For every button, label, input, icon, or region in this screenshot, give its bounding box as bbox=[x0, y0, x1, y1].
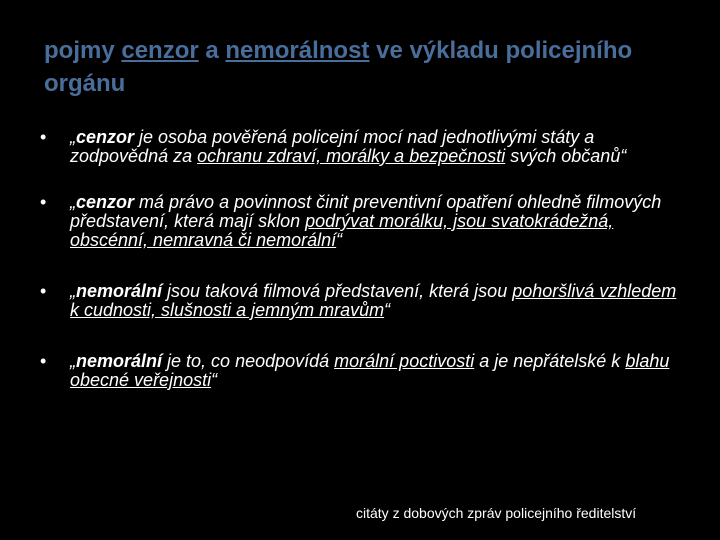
bullet-item bbox=[40, 352, 690, 390]
quote-open: „ bbox=[70, 281, 76, 301]
bullet-text: svých občanů“ bbox=[505, 146, 627, 166]
bullet-term: cenzor bbox=[76, 192, 135, 212]
bullet-text: “ bbox=[211, 370, 218, 390]
bullet-marker: • bbox=[40, 192, 47, 212]
title-term-nemoralnost: nemorálnost bbox=[225, 37, 370, 64]
bullet-text: “ bbox=[384, 300, 391, 320]
bullet-text: má právo a povinnost činit preventivní opatření ohledně filmových představení, která mají sklon bbox=[70, 192, 662, 231]
bullet-item bbox=[40, 128, 690, 166]
bullet-text: je to, co neodpovídá bbox=[162, 351, 335, 371]
slide-title bbox=[44, 34, 684, 100]
quote-open: „ bbox=[70, 127, 76, 147]
bullet-text: a je nepřátelské k bbox=[474, 351, 626, 371]
source-note: citáty z dobových zpráv policejního ředitelství bbox=[356, 505, 637, 521]
title-term-cenzor: cenzor bbox=[121, 37, 199, 64]
bullet-term: nemorální bbox=[76, 281, 163, 301]
bullet-term: cenzor bbox=[76, 127, 135, 147]
quote-open: „ bbox=[70, 192, 76, 212]
bullet-underlined-text: podrývat morálku, jsou svatokrádežná, obscénní, nemravná či nemorální bbox=[70, 211, 614, 250]
bullet-text: je osoba pověřená policejní mocí nad jednotlivými státy a zodpovědná za bbox=[70, 127, 595, 166]
title-text: ve výkladu policejního orgánu bbox=[44, 37, 633, 97]
bullet-term: nemorální bbox=[76, 351, 163, 371]
bullet-underlined-text: blahu obecné veřejnosti bbox=[70, 351, 670, 390]
bullet-marker: • bbox=[40, 127, 47, 147]
bullet-underlined-text: ochranu zdraví, morálky a bezpečnosti bbox=[197, 146, 506, 166]
bullet-underlined-text: pohoršlivá vzhledem k cudnosti, slušnosti a jemným mravům bbox=[70, 281, 677, 320]
bullet-item bbox=[40, 193, 690, 250]
title-text: a bbox=[198, 37, 226, 64]
title-text: pojmy bbox=[44, 37, 122, 64]
bullet-marker: • bbox=[40, 351, 47, 371]
bullet-list bbox=[40, 128, 690, 390]
bullet-text: “ bbox=[336, 230, 343, 250]
bullet-text: jsou taková filmová představení, která jsou bbox=[162, 281, 513, 301]
quote-open: „ bbox=[70, 351, 76, 371]
bullet-item bbox=[40, 282, 690, 320]
bullet-marker: • bbox=[40, 281, 47, 301]
bullet-underlined-text: morální poctivosti bbox=[334, 351, 475, 371]
